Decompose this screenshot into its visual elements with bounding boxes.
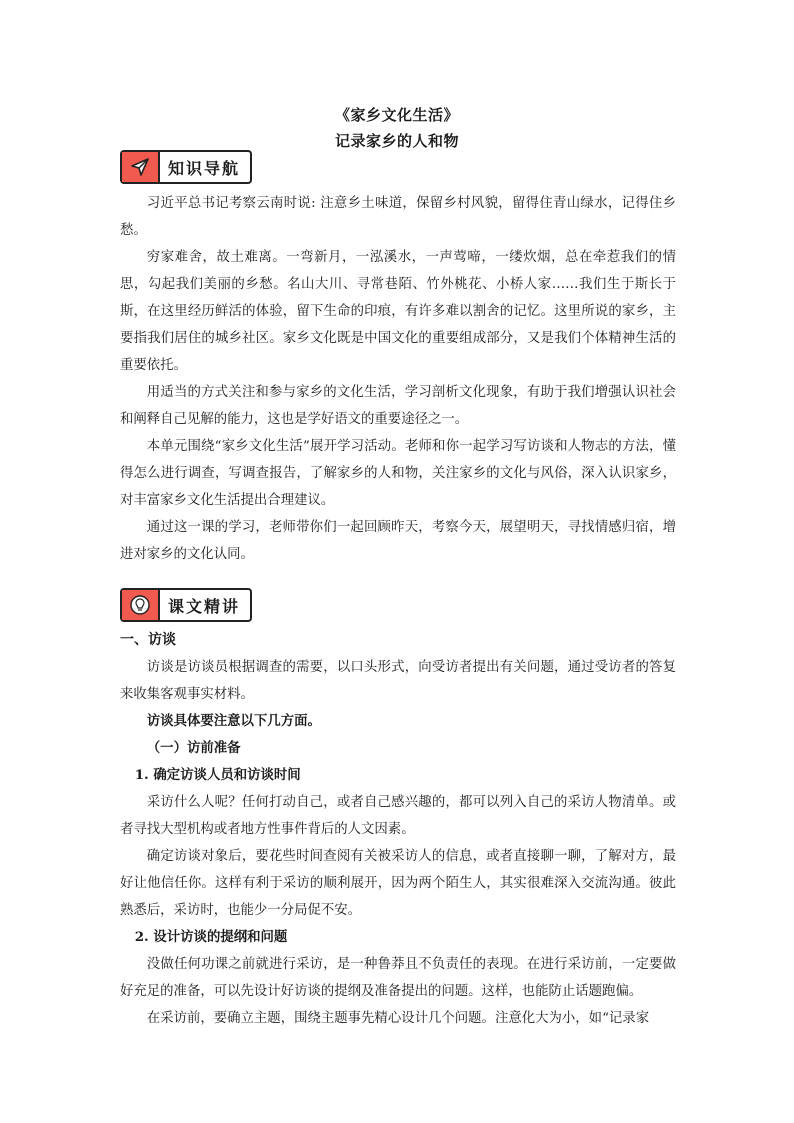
paragraph: 在采访前，要确立主题，围绕主题事先精心设计几个问题。注意化大为小，如“记录家: [146, 1011, 650, 1026]
paragraph: 穷家难舍，故土难离。一弯新月，一泓溪水，一声莺啼，一缕炊烟，总在牵惹我们的情思，勾起我们美丽的乡愁。名山大川、寻常巷陌、竹外桃花、小桥人家……我们生于斯长于斯，在这里经历鲜活的体验，留下生命的印痕，有许多难以割舍的记忆。这里所说的家乡，主要指我们居住的城乡社区。家乡文化既是中国文化的重要组成部分，又是我们个体精神生活的重要依托。: [120, 250, 676, 373]
paragraph: 本单元围绕“家乡文化生活”展开学习活动。老师和你一起学习写访谈和人物志的方法，懂得怎么进行调查，写调查报告，了解家乡的人和物，关注家乡的文化与风俗，深入认识家乡，对丰富家乡文化生活提出合理建议。: [120, 439, 676, 508]
lightbulb-icon: [122, 590, 160, 620]
section-knowledge-body: [120, 190, 676, 568]
paragraph: 习近平总书记考察云南时说: 注意乡土味道，保留乡村风貌，留得住青山绿水，记得住乡愁。: [120, 196, 676, 238]
paragraph: 通过这一课的学习，老师带你们一起回顾昨天，考察今天，展望明天，寻找情感归宿，增进对家乡的文化认同。: [120, 520, 676, 562]
paragraph: 确定访谈对象后，要花些时间查阅有关被采访人的信息，或者直接聊一聊，了解对方，最好让他信任你。这样有利于采访的顺利展开，因为两个陌生人，其实很难深入交流沟通。彼此熟悉后，采访时，也能少一分局促不安。: [120, 849, 676, 918]
document-subtitle: 记录家乡的人和物: [334, 132, 459, 150]
paragraph: 采访什么人呢？任何打动自己，或者自己感兴趣的，都可以列入自己的采访人物清单。或者寻找大型机构或者地方性事件背后的人文因素。: [120, 795, 676, 837]
paragraph: 访谈是访谈员根据调查的需要，以口头形式，向受访者提出有关问题，通过受访者的答复来收集客观事实材料。: [120, 660, 676, 702]
item-title: 2. 设计访谈的提纲和问题: [134, 929, 288, 945]
section-banner-lesson: [120, 588, 252, 622]
section-heading: 一、访谈: [120, 632, 176, 648]
document-title: 《家乡文化生活》: [334, 106, 459, 124]
section-label: 知识导航: [168, 158, 241, 178]
title-block: [0, 102, 794, 154]
focus-line: 访谈具体要注意以下几方面。: [146, 713, 321, 729]
section-banner-knowledge: [120, 150, 252, 184]
paper-plane-icon: [122, 152, 160, 182]
paragraph: 用适当的方式关注和参与家乡的文化生活，学习剖析文化现象，有助于我们增强认识社会和阐释自己见解的能力，这也是学好语文的重要途径之一。: [120, 385, 676, 427]
section-lesson-body: [120, 627, 676, 1032]
section-label: 课文精讲: [168, 596, 241, 616]
item-title: 1. 确定访谈人员和访谈时间: [134, 767, 301, 783]
paragraph: 没做任何功课之前就进行采访，是一种鲁莽且不负责任的表现。在进行采访前，一定要做好充足的准备，可以先设计好访谈的提纲及准备提出的问题。这样，也能防止话题跑偏。: [120, 957, 676, 999]
subheading: （一）访前准备: [146, 740, 241, 756]
